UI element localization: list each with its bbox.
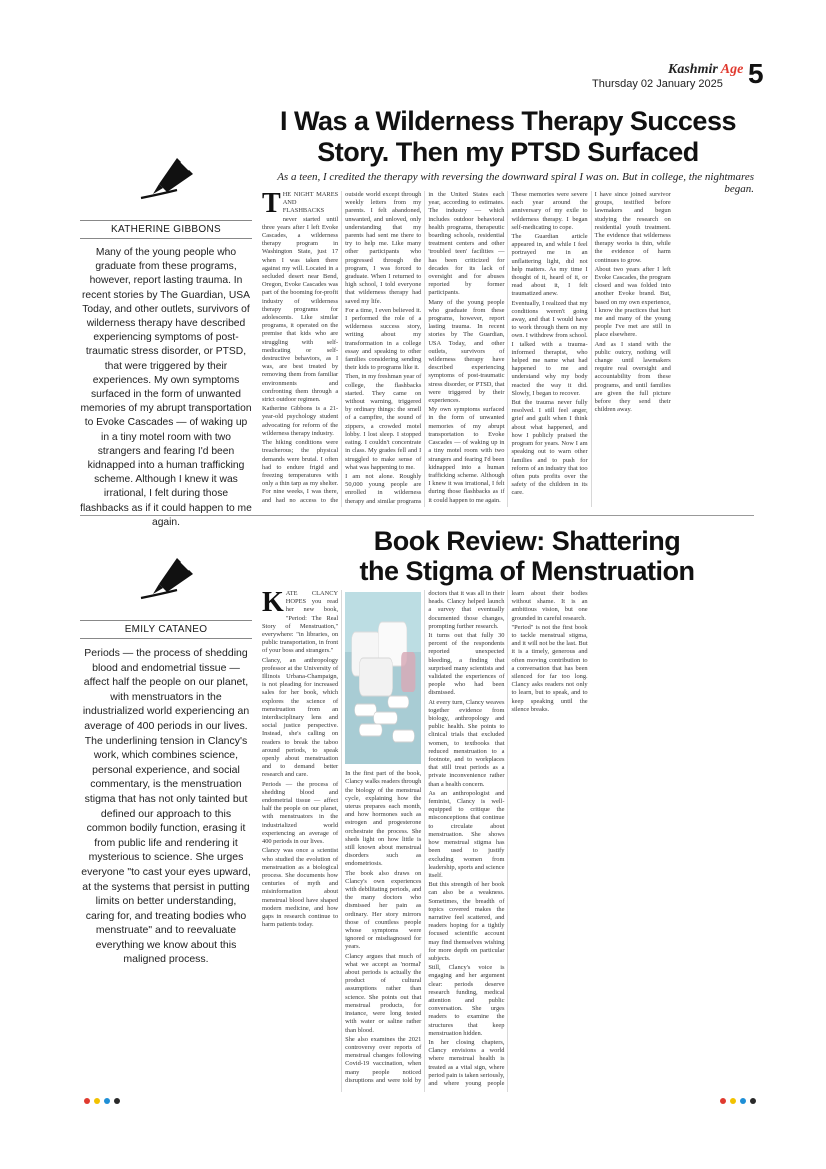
- story2-paragraph: She also examines the 2021 controversy over reports of menstrual changes following Covid-19 vaccination, when many people noticed disruptions and were told by doctors that it was all in their heads. Clancy helped launch a survey that eventually documented those changes, prompting further research.: [345, 590, 505, 1084]
- color-dot: [94, 1098, 100, 1104]
- page-number: 5: [748, 58, 764, 89]
- story1-paragraph: For a time, I even believed it. I performed the role of a wilderness success story, writing about my transformation in a college essay and speaking to other families considering sending their kids to programs like it.: [345, 306, 422, 372]
- story2-body: [262, 590, 754, 1092]
- story2-headline-line1: Book Review: Shattering: [373, 526, 681, 556]
- footer-dots-left: [84, 1098, 120, 1104]
- section-divider: [80, 515, 754, 516]
- story2-blurb: Periods — the process of shedding blood and endometrial tissue — affect half the people on our planet, with menstruators in the industrialized world experiencing an average of 400 periods in our lives. The underlining tension in Clancy's work, which combines science, personal experience, and social commentary, is the menstruation stigma that has not only tainted but defined our approach to this common bodily function, erasing it from public life and rendering it mysterious to science. She urges everyone "to cast your eyes upward, at the systems that persist in putting limits on better understanding, caring for, and treating bodies who menstruate" and to reevaluate everything we know about this maligned process.: [81, 647, 251, 966]
- story2-paragraph: At every turn, Clancy weaves together evidence from biology, anthropology and public health. She points to clinical trials that excluded women, to textbooks that reduced menstruation to a footnote, and to workplaces that still treat periods as a private inconvenience rather than a health concern.: [428, 698, 505, 788]
- story1-paragraph: The Guardian article appeared in, and while I feel portrayed me in an unflattering light, did not help matters. As my time I thought of it, heard of it, or read about it, I felt traumatized anew.: [511, 233, 588, 298]
- story2-paragraph: Periods — the process of shedding blood and endometrial tissue — affect half the people on our planet, with menstruators in the industrialized world experiencing an average of 400 periods in our lives.: [262, 780, 339, 846]
- story1-sidebar: [80, 148, 252, 530]
- story2-paragraph: "Period" is not the first book to tackle menstrual stigma, and it will not be the last. But it is a timely, generous and often moving contribution to a conversation that has been silenced for far too long. Clancy asks readers not only to learn, but to speak, and to keep speaking until the silence breaks.: [511, 623, 588, 713]
- story2-paragraph: Clancy was once a scientist who studied the evolution of menstruation as a biological process. She documents how centuries of myth and misinformation about menstrual blood have shaped modern medicine, and how gaps in research continue to harm patients today.: [262, 847, 339, 929]
- story2-paragraph: In her closing chapters, Clancy envisions a world where menstrual health is treated as a vital sign, where period pain is taken seriously, and where young people learn about their bodies without shame. It is an ambitious vision, but one grounded in careful research.: [428, 590, 588, 1087]
- story2-paragraph: ATE CLANCY HOPES you read her new book, "Period: The Real Story of Menstruation," everywhere: "in libraries, on public transportation, in front of your boss and strangers.": [262, 590, 339, 655]
- story2-paragraph: As an anthropologist and feminist, Clancy is well-equipped to critique the misconceptions that continue to circulate about menstruation. She shows how menstrual stigma has been used to justify excluding women from leadership, sports and science itself.: [428, 789, 505, 879]
- story1-paragraph: Eventually, I realized that my conditions weren't going away, and that I would have to work through them on my own. I withdrew from school. I talked with a trauma-informed therapist, who helped me name what had happened to me and understand why my body reacted the way it did. Slowly, I began to recover.: [511, 299, 588, 397]
- story2-paragraph: Still, Clancy's voice is engaging and her argument clear: periods deserve research funding, medical attention and public conversation. She urges readers to examine the structures that keep menstruation hidden.: [428, 964, 505, 1037]
- author-name: EMILY CATANEO: [80, 620, 252, 639]
- masthead: [0, 60, 826, 96]
- color-dot: [730, 1098, 736, 1104]
- fountain-pen-icon: [131, 548, 201, 608]
- story1-deck: As a teen, I credited the therapy with reversing the downward spiral I was on. But in college, the nightmares began.: [277, 171, 754, 195]
- story2-sidebar: [80, 548, 252, 967]
- story2-paragraph: The book also draws on Clancy's own experiences with debilitating periods, and the many doctors who dismissed her pain as ordinary. Her story mirrors those of countless people whose symptoms were ignored or misdiagnosed for years.: [345, 869, 422, 951]
- story1-body: [262, 191, 754, 507]
- color-dot: [84, 1098, 90, 1104]
- footer-dots-right: [720, 1098, 756, 1104]
- dateline: Thursday 02 January 2025: [592, 78, 723, 90]
- story2-headline: [300, 526, 754, 586]
- color-dot: [740, 1098, 746, 1104]
- story1-blurb: Many of the young people who graduate from these programs, however, report lasting trauma. In recent stories by The Guardian, USA Today, and other outlets, survivors of wilderness therapy have described experiencing symptoms of post-traumatic stress disorder, or PTSD, that were triggered by their experiences. My own symptoms surfaced in the form of unwanted memories of my abrupt transportation to Evoke Cascades — of waking up in a tiny motel room with two strangers and fearing I'd been kidnapped into a human trafficking scheme. Although I knew it was irrational, I felt during those flashbacks as if it could happen to me again.: [80, 247, 252, 528]
- color-dot: [720, 1098, 726, 1104]
- story1-paragraph: Many of the young people who graduate from these programs, however, report lasting trauma. In recent stories by The Guardian, USA Today, and other outlets, survivors of wilderness therapy have described experiencing symptoms of post-traumatic stress disorder, or PTSD, that were triggered by their experiences.: [428, 298, 505, 405]
- story2-headline-line2: the Stigma of Menstruation: [359, 556, 695, 586]
- story1-paragraph: The hiking conditions were treacherous; the physical demands were brutal. I often had to endure frigid and freezing temperatures with only a thin tarp as my shelter. For nine weeks, I was there, and had no access to the outside world except through weekly letters from my parents. I felt abandoned, unwanted, and unloved, only understanding that my parents had sent me there to try to help me. Like many other participants who progressed through the program, I was forced to graduate. When I returned to high school, I told everyone that wilderness therapy had saved my life.: [262, 191, 422, 504]
- story1-paragraph: HE NIGHT MARES AND FLASHBACKS never started until three years after I left Evoke Cascades, a wilderness therapy program in Washington State, just 17 when I was taken there against my will. Located in a secluded desert near Bend, Oregon, Evoke Cascades was part of the booming for-profit industry of wilderness therapy programs for adolescents. Like similar programs, it operated on the premise that kids who are struggling with self-medicating or self-destructive behaviors, as I was, are best treated by removing them from familiar environments and confronting them through a strict outdoor regimen.: [262, 191, 339, 404]
- fountain-pen-icon: [131, 148, 201, 208]
- story1-paragraph: About two years after I left Evoke Cascades, the program closed and was folded into another Evoke brand. But, based on my own experience, I know the practices that hurt me and many of the young people I've met are still in place elsewhere.: [594, 265, 671, 339]
- story1-headline: I Was a Wilderness Therapy Success Story. Then my PTSD Surfaced: [280, 106, 736, 167]
- story1-paragraph: I am not alone. Roughly 50,000 young people are enrolled in wilderness therapy and similar programs in the United States each year, according to estimates. The industry — which includes outdoor behavioral health programs, therapeutic boarding schools, residential treatment centers and other 'troubled teen' facilities — has been criticized for decades for its lack of oversight and for abuses reported by former participants.: [345, 191, 505, 505]
- color-dot: [114, 1098, 120, 1104]
- story1-paragraph: And as I stand with the public outcry, nothing will change until lawmakers require real oversight and accountability from these programs, and until families are given the full picture before they send their children away.: [594, 340, 671, 414]
- story2-paragraph: It turns out that fully 30 percent of the respondents reported unexpected bleeding, a finding that surprised many scientists and validated the experiences of people who had been dismissed.: [428, 632, 505, 697]
- story1-paragraph: My own symptoms surfaced in the form of unwanted memories of my abrupt transportation to Evoke Cascades — of waking up in a tiny motel room with two strangers and fearing I'd been kidnapped into a human trafficking scheme. Although I knew it was irrational, I felt during those flashbacks as if it could happen to me again.: [428, 406, 505, 504]
- brand-logo: Kashmir Age: [668, 62, 744, 77]
- story2-dropcap: K: [262, 590, 284, 618]
- pads-and-tampons-photo: [345, 592, 421, 764]
- story1-dropcap: T: [262, 191, 281, 219]
- story1-paragraph: Katherine Gibbons is a 21-year-old psychology student advocating for reform of the wilderness therapy industry.: [262, 405, 339, 437]
- color-dot: [104, 1098, 110, 1104]
- story2-paragraph: Clancy argues that much of what we accept as 'normal' about periods is actually the product of cultural assumptions rather than science. She points out that menstrual products, for instance, were long tested with water or saline rather than blood.: [345, 952, 422, 1034]
- story1-paragraph: Then, in my freshman year of college, the flashbacks started. They came on without warning, triggered by ordinary things: the smell of a campfire, the sound of zippers, a crowded motel lobby. I lost sleep. I stopped eating. I couldn't concentrate in class. My grades fell and I struggled to make sense of what was happening to me.: [345, 373, 422, 471]
- story2-paragraph: But this strength of her book can also be a weakness. Sometimes, the breadth of topics covered makes the narrative feel scattered, and readers hoping for a tightly focused scientific account may find themselves wishing for more depth on particular subjects.: [428, 881, 505, 962]
- story1-paragraph: But the trauma never fully resolved. I still feel anger, grief and guilt when I think about what happened, and how I publicly praised the program for years. Now I am speaking out to warn other families and to push for reform of an industry that too often puts profits over the safety of the children in its care.: [511, 399, 588, 497]
- story2-paragraph: Clancy, an anthropology professor at the University of Illinois Urbana-Champaign, is not pleading for increased sales for her book, which explores the science of menstruation from an interdisciplinary lens and social justice perspective. Instead, she's calling on readers to break the taboo around periods, to speak openly about menstruation and to demand better research and care.: [262, 656, 339, 779]
- story1-paragraph: These memories were severe each year around the anniversary of my exile to wilderness therapy. I began self-medicating to cope.: [511, 191, 588, 231]
- story1-paragraph: I have since joined survivor groups, testified before lawmakers and begun studying the research on residential youth treatment. The evidence that wilderness therapy works is thin, while the evidence of harm continues to grow.: [594, 191, 671, 264]
- author-name: KATHERINE GIBBONS: [80, 220, 252, 239]
- color-dot: [750, 1098, 756, 1104]
- story2-paragraph: In the first part of the book, Clancy walks readers through the biology of the menstrual cycle, explaining how the uterus prepares each month, and how hormones such as estrogen and progesterone orchestrate the process. She sheds light on how little is still known about menstrual disorders such as endometriosis.: [345, 770, 422, 868]
